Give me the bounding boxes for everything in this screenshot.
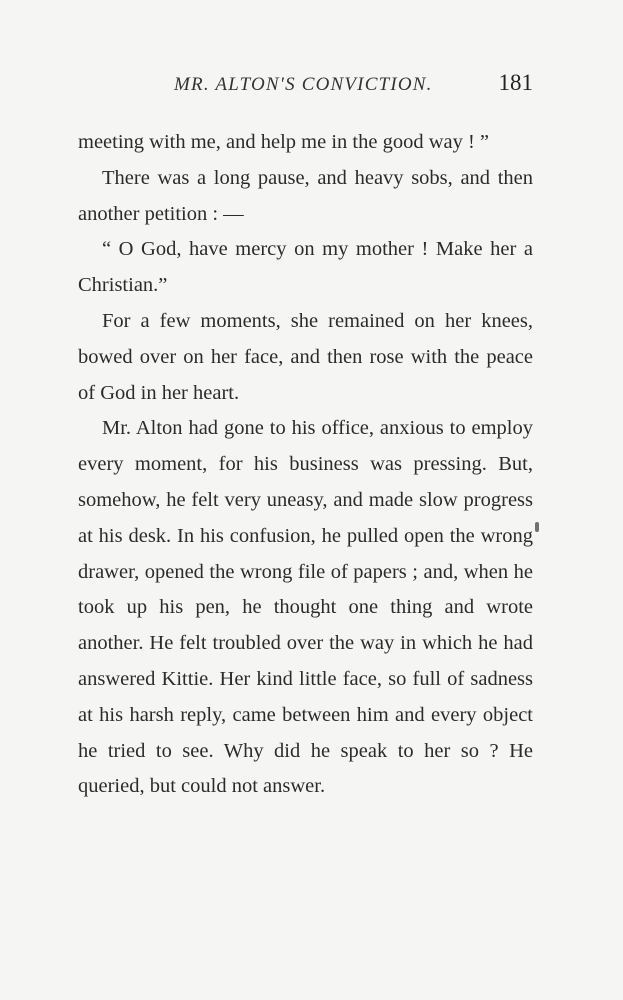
body-text <box>78 125 533 805</box>
ink-speck <box>535 522 539 532</box>
paragraph-2: There was a long pause, and heavy sobs, and then another petition : — <box>78 166 533 225</box>
paragraph-3: “ O God, have mercy on my mother ! Make her a Christian.” <box>78 238 533 297</box>
running-title: MR. ALTON'S CONVICTION. <box>174 74 433 95</box>
page-header <box>78 70 533 104</box>
page-number: 181 <box>498 70 533 95</box>
paragraph-4: For a few moments, she remained on her knees, bowed over on her face, and then rose with the peace of God in her heart. <box>78 309 533 404</box>
paragraph-5: Mr. Alton had gone to his office, anxious to employ every moment, for his business was pressing. But, somehow, he felt very uneasy, and made slow progress at his desk. In his confusion, he pulled open the wrong drawer, opened the wrong file of papers ; and, when he took up his pen, he thought one thing and wrote another. He felt troubled over the way in which he had answered Kittie. Her kind little face, so full of sadness at his harsh reply, came between him and every object he tried to see. Why did he speak to her so ? He queried, but could not answer. <box>78 417 533 798</box>
paragraph-1: meeting with me, and help me in the good way ! ” <box>78 131 490 153</box>
